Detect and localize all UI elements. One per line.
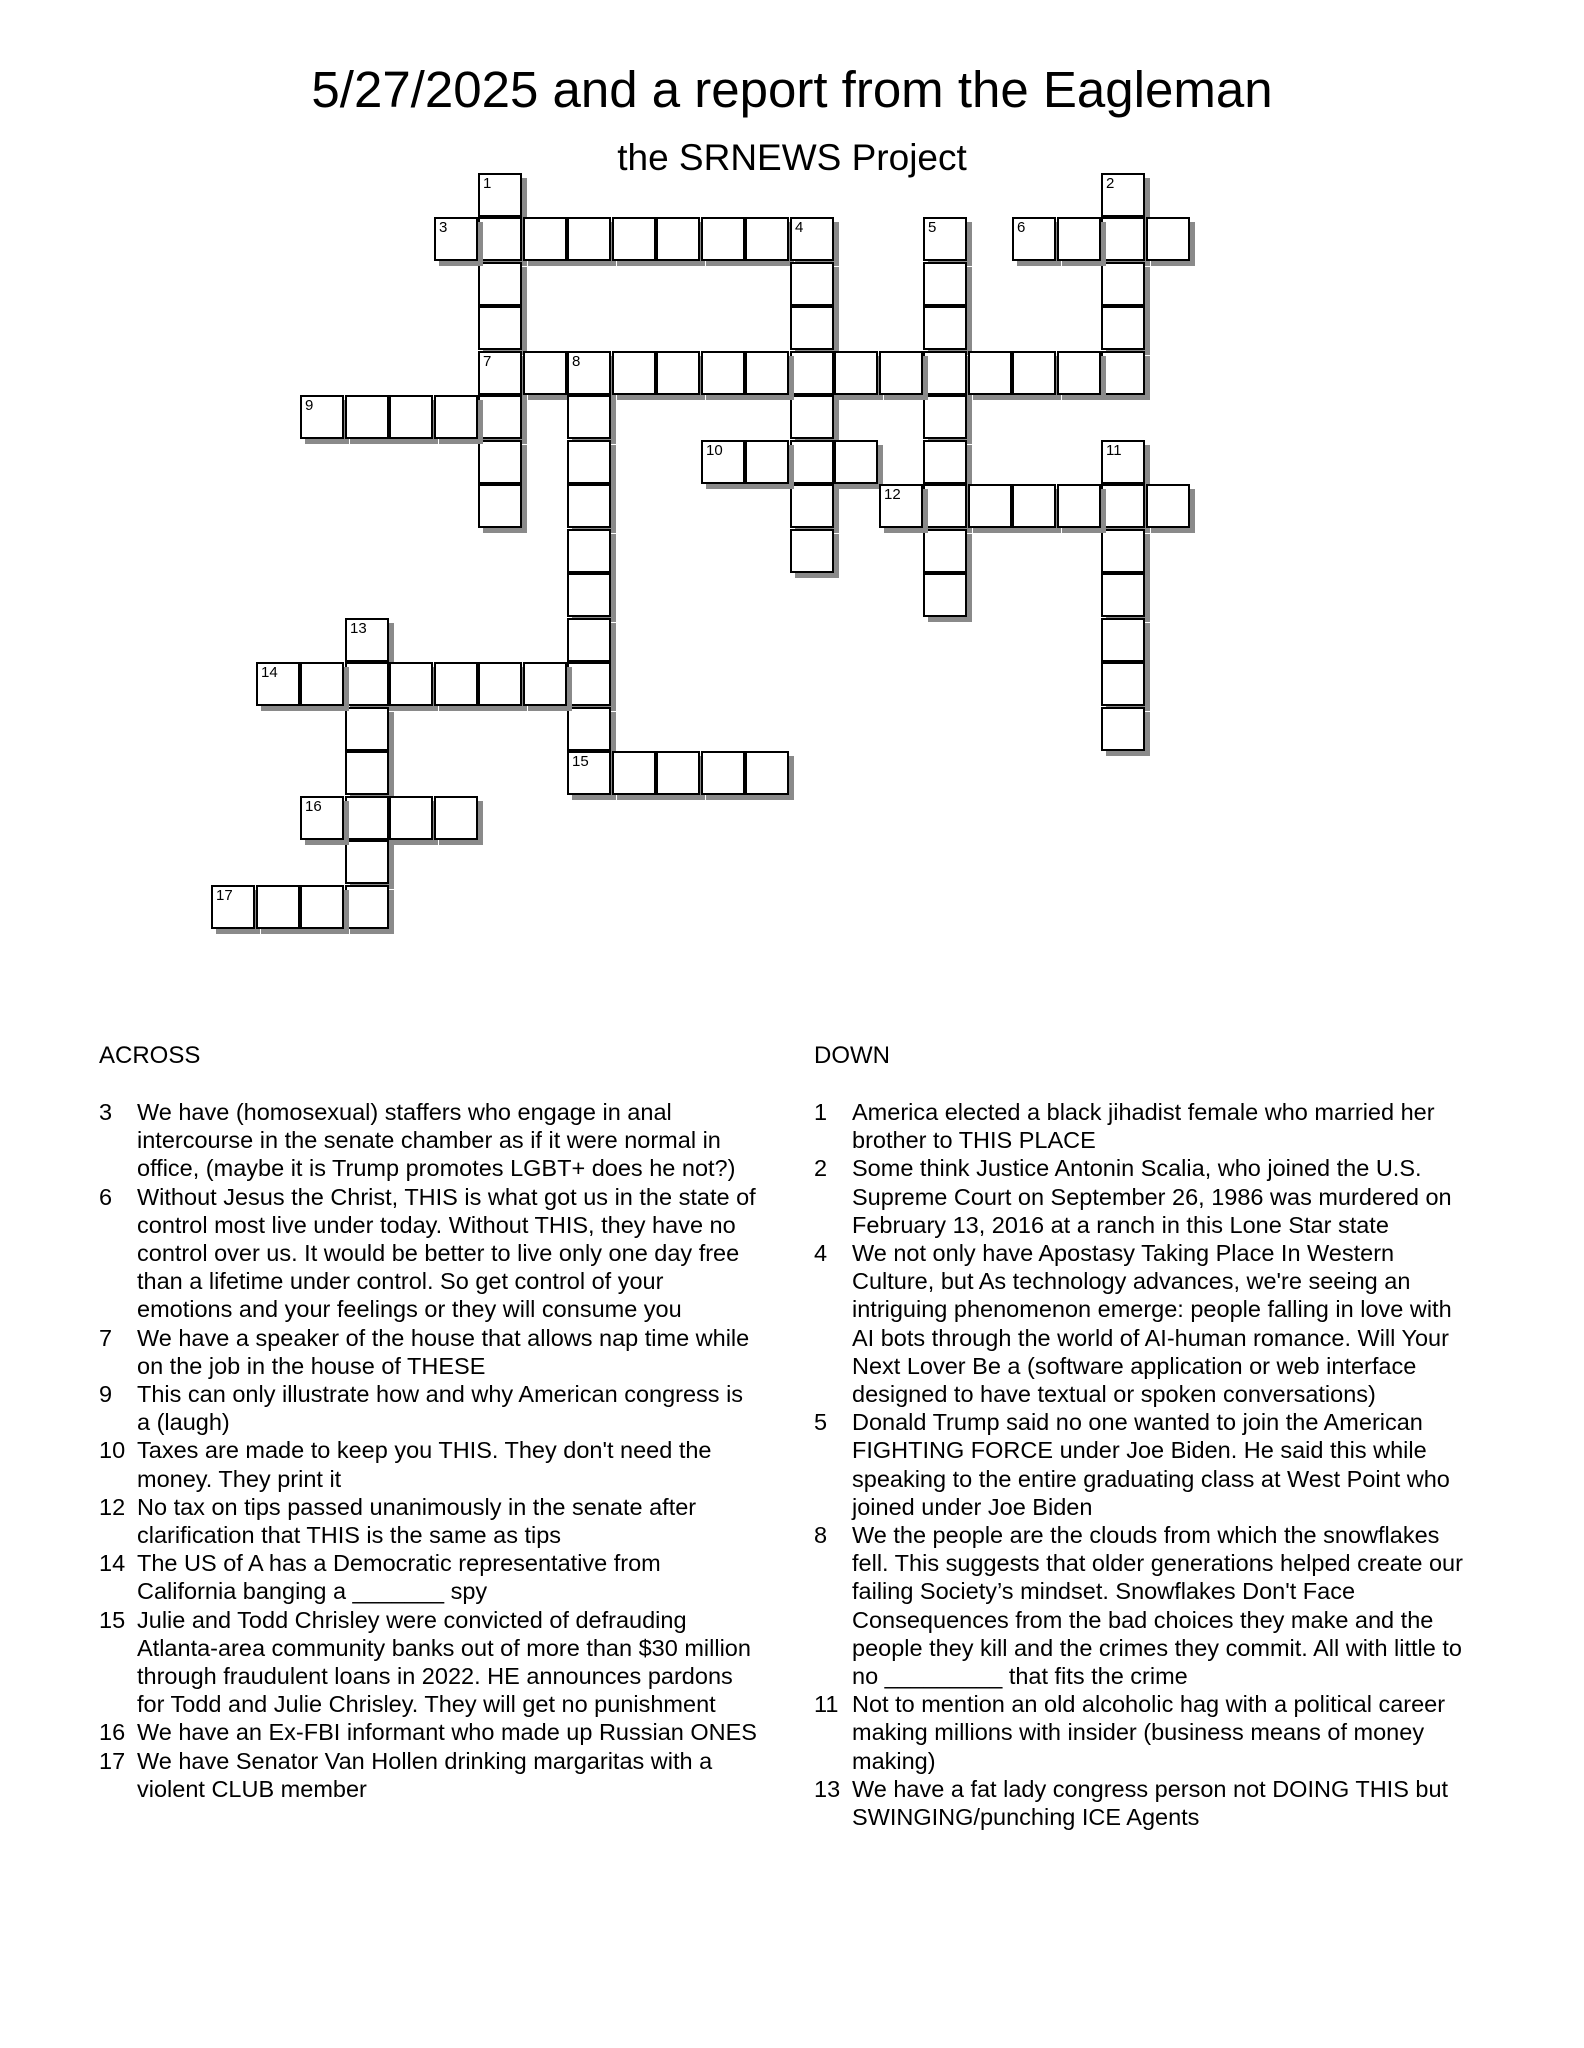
grid-cell[interactable] (389, 796, 433, 840)
grid-cell[interactable] (211, 885, 255, 929)
grid-cell[interactable] (1057, 484, 1101, 528)
grid-cell[interactable] (300, 395, 344, 439)
grid-cell[interactable] (567, 351, 611, 395)
grid-cell[interactable] (790, 484, 834, 528)
grid-cell[interactable] (1101, 351, 1145, 395)
clue-number: 16 (99, 1719, 126, 1746)
grid-cell[interactable] (523, 351, 567, 395)
clue-text: The US of A has a Democratic representative from California banging a _______ spy (137, 1550, 661, 1605)
grid-cell[interactable] (923, 529, 967, 573)
grid-cell[interactable] (567, 484, 611, 528)
clue-number: 5 (814, 1409, 828, 1436)
down-heading: DOWN (814, 1042, 890, 1069)
grid-cell[interactable] (567, 573, 611, 617)
clue-text: America elected a black jihadist female who married her brother to THIS PLACE (852, 1099, 1435, 1154)
across-clue (99, 1324, 759, 1380)
grid-cell[interactable] (523, 217, 567, 261)
clue-text: We not only have Apostasy Taking Place In Western Culture, but As technology advances, we're seeing an intriguing phenomenon emerge: people falling in love with AI bots through the world of AI-human romance. Will Your Next Lover Be a (software application or web interface designed to have textual or spoken conversations) (852, 1240, 1452, 1408)
grid-cell[interactable] (790, 217, 834, 261)
down-clue (814, 1521, 1474, 1690)
grid-cell[interactable] (834, 351, 878, 395)
grid-cell[interactable] (523, 662, 567, 706)
grid-cell[interactable] (701, 440, 745, 484)
clue-text: We have a speaker of the house that allows nap time while on the job in the house of THESE (137, 1324, 750, 1379)
grid-cell[interactable] (478, 173, 522, 217)
grid-cell[interactable] (1101, 662, 1145, 706)
grid-cell[interactable] (345, 707, 389, 751)
cell-number: 9 (305, 397, 314, 414)
clue-number: 15 (99, 1606, 126, 1633)
grid-cell[interactable] (745, 217, 789, 261)
grid-cell[interactable] (923, 395, 967, 439)
puzzle-title: 5/27/2025 and a report from the Eagleman (311, 61, 1273, 118)
grid-cell[interactable] (1012, 484, 1056, 528)
grid-cell[interactable] (434, 662, 478, 706)
grid-cell[interactable] (345, 395, 389, 439)
grid-cell[interactable] (478, 395, 522, 439)
down-clue (814, 1098, 1474, 1154)
grid-cell[interactable] (434, 395, 478, 439)
grid-cell[interactable] (1101, 262, 1145, 306)
cell-number: 8 (572, 353, 581, 370)
grid-cell[interactable] (567, 707, 611, 751)
grid-cell[interactable] (1012, 217, 1056, 261)
cell-number: 16 (305, 798, 322, 815)
clue-number: 14 (99, 1550, 126, 1577)
grid-cell[interactable] (745, 351, 789, 395)
grid-cell[interactable] (923, 351, 967, 395)
grid-cell[interactable] (567, 662, 611, 706)
grid-cell[interactable] (790, 306, 834, 350)
grid-cell[interactable] (701, 751, 745, 795)
clue-text: We have an Ex-FBI informant who made up Russian ONES (137, 1719, 757, 1746)
grid-cell[interactable] (1101, 484, 1145, 528)
cell-number: 3 (439, 219, 448, 236)
grid-cell[interactable] (790, 351, 834, 395)
grid-cell[interactable] (790, 395, 834, 439)
grid-cell[interactable] (567, 529, 611, 573)
puzzle-subtitle: the SRNEWS Project (617, 137, 967, 178)
grid-cell[interactable] (923, 440, 967, 484)
cell-number: 14 (261, 664, 278, 681)
across-clue (99, 1493, 759, 1549)
grid-cell[interactable] (567, 751, 611, 795)
grid-cell[interactable] (478, 217, 522, 261)
across-clue (99, 1183, 759, 1324)
clue-text: No tax on tips passed unanimously in the senate after clarification that THIS is the same as tips (137, 1493, 697, 1549)
cell-number: 2 (1106, 175, 1115, 192)
grid-cell[interactable] (790, 440, 834, 484)
clue-number: 2 (814, 1155, 828, 1182)
grid-cell[interactable] (701, 217, 745, 261)
grid-cell[interactable] (1146, 484, 1190, 528)
grid-cell[interactable] (923, 262, 967, 306)
grid-cell[interactable] (701, 351, 745, 395)
grid-cell[interactable] (567, 217, 611, 261)
grid-cell[interactable] (478, 351, 522, 395)
grid-cell[interactable] (567, 618, 611, 662)
cell-number: 10 (706, 442, 723, 459)
down-clue (814, 1239, 1474, 1408)
grid-cell[interactable] (923, 306, 967, 350)
grid-cell[interactable] (434, 217, 478, 261)
cell-number: 7 (483, 353, 492, 370)
grid-cell[interactable] (478, 662, 522, 706)
clue-number: 6 (99, 1183, 113, 1210)
grid-cell[interactable] (879, 351, 923, 395)
grid-cell[interactable] (612, 351, 656, 395)
grid-cell[interactable] (745, 751, 789, 795)
across-heading: ACROSS (99, 1042, 201, 1069)
grid-cell[interactable] (968, 484, 1012, 528)
grid-cell[interactable] (923, 573, 967, 617)
across-clue (99, 1718, 759, 1746)
grid-cell[interactable] (345, 796, 389, 840)
cell-number: 11 (1106, 442, 1122, 459)
cell-number: 6 (1017, 219, 1026, 236)
cell-number: 5 (928, 219, 937, 236)
grid-cell[interactable] (968, 351, 1012, 395)
cell-number: 4 (795, 219, 804, 236)
grid-cell[interactable] (656, 351, 700, 395)
across-clue (99, 1747, 759, 1803)
grid-cell[interactable] (790, 529, 834, 573)
grid-cell[interactable] (256, 662, 300, 706)
grid-cell[interactable] (612, 751, 656, 795)
cell-number: 1 (483, 175, 492, 192)
clue-number: 3 (99, 1099, 113, 1125)
grid-cell[interactable] (612, 217, 656, 261)
grid-cell[interactable] (1101, 173, 1145, 217)
grid-cell[interactable] (656, 217, 700, 261)
grid-cell[interactable] (834, 440, 878, 484)
clue-text: We have a fat lady congress person not DOING THIS but SWINGING/punching ICE Agents (852, 1775, 1449, 1831)
clue-text: Donald Trump said no one wanted to join the American FIGHTING FORCE under Joe Biden. He said this while speaking to the entire graduating class at West Point who joined under Joe Biden (852, 1409, 1450, 1520)
down-clue (814, 1154, 1474, 1239)
grid-cell[interactable] (567, 395, 611, 439)
down-clue (814, 1775, 1474, 1831)
across-clue (99, 1606, 759, 1719)
grid-cell[interactable] (300, 796, 344, 840)
grid-cell[interactable] (478, 484, 522, 528)
grid-cell[interactable] (345, 618, 389, 662)
grid-cell[interactable] (1101, 573, 1145, 617)
grid-cell[interactable] (478, 262, 522, 306)
grid-cell[interactable] (345, 885, 389, 929)
clue-text: We have (homosexual) staffers who engage in anal intercourse in the senate chamber as if it were normal in office, (maybe it is Trump promotes LGBT+ does he not?) (137, 1099, 736, 1182)
cell-number: 12 (884, 486, 901, 503)
clue-text: We the people are the clouds from which the snowflakes fell. This suggests that older generations helped create our failing Society’s mindset. Snowflakes Don't Face Consequences from the bad choices they make and the people they kill and the crimes they commit. All with little to no _________ that fits the crime (852, 1522, 1463, 1690)
down-clue-list (814, 1098, 1474, 1831)
clue-number: 17 (99, 1747, 126, 1774)
clue-text: We have Senator Van Hollen drinking margaritas with a violent CLUB member (137, 1747, 713, 1802)
clue-text: Taxes are made to keep you THIS. They don't need the money. They print it (137, 1437, 712, 1492)
grid-cell[interactable] (1101, 707, 1145, 751)
cell-number: 15 (572, 753, 589, 770)
grid-cell[interactable] (656, 751, 700, 795)
grid-cell[interactable] (434, 796, 478, 840)
grid-cell[interactable] (745, 440, 789, 484)
clue-text: Without Jesus the Christ, THIS is what got us in the state of control most live under today. Without THIS, they have no control over us. It would be better to live only one day free than a lifetime under control. So get control of your emotions and your feelings or they will consume you (137, 1183, 756, 1323)
cell-number: 17 (216, 887, 233, 904)
grid-cell[interactable] (567, 440, 611, 484)
clue-number: 1 (814, 1099, 828, 1125)
grid-cell[interactable] (345, 751, 389, 795)
grid-cell[interactable] (478, 306, 522, 350)
grid-cell[interactable] (478, 440, 522, 484)
grid-cell[interactable] (1101, 306, 1145, 350)
grid-cell[interactable] (923, 484, 967, 528)
crossword-grid (0, 0, 1584, 1000)
grid-cell[interactable] (389, 662, 433, 706)
grid-cell[interactable] (790, 262, 834, 306)
across-clue-list (99, 1098, 759, 1803)
clue-number: 10 (99, 1437, 126, 1464)
grid-cell[interactable] (1101, 529, 1145, 573)
grid-cell[interactable] (256, 885, 300, 929)
grid-cell[interactable] (389, 395, 433, 439)
clue-number: 8 (814, 1522, 828, 1549)
clue-number: 4 (814, 1240, 828, 1267)
across-clue (99, 1098, 759, 1183)
grid-cell[interactable] (345, 662, 389, 706)
clue-number: 9 (99, 1381, 113, 1408)
cell-number: 13 (350, 620, 367, 637)
clue-text: Not to mention an old alcoholic hag with a political career making millions with insider (business means of money making) (852, 1691, 1446, 1774)
clue-number: 11 (814, 1691, 839, 1718)
grid-cell[interactable] (300, 885, 344, 929)
grid-cell[interactable] (1057, 351, 1101, 395)
clue-number: 7 (99, 1324, 113, 1351)
across-clue (99, 1380, 759, 1436)
grid-cell[interactable] (879, 484, 923, 528)
grid-cell[interactable] (1146, 217, 1190, 261)
grid-cell[interactable] (300, 662, 344, 706)
grid-cell[interactable] (345, 840, 389, 884)
grid-cell[interactable] (1057, 217, 1101, 261)
down-clue (814, 1690, 1474, 1775)
down-clue (814, 1408, 1474, 1521)
grid-cell[interactable] (1101, 217, 1145, 261)
grid-cell[interactable] (1012, 351, 1056, 395)
across-clue (99, 1549, 759, 1605)
grid-cell[interactable] (923, 217, 967, 261)
clue-text: Julie and Todd Chrisley were convicted of defrauding Atlanta-area community banks out of more than $30 million through fraudulent loans in 2022. HE announces pardons for Todd and Julie Chrisley. They will get no punishment (137, 1606, 751, 1718)
clue-text: This can only illustrate how and why American congress is a (laugh) (137, 1381, 744, 1436)
grid-cell[interactable] (1101, 440, 1145, 484)
clue-number: 12 (99, 1493, 126, 1520)
grid-cell[interactable] (1101, 618, 1145, 662)
clue-text: Some think Justice Antonin Scalia, who joined the U.S. Supreme Court on September 26, 1986 was murdered on February 13, 2016 at a ranch in this Lone Star state (852, 1155, 1452, 1238)
clue-number: 13 (814, 1775, 841, 1802)
across-clue (99, 1436, 759, 1492)
